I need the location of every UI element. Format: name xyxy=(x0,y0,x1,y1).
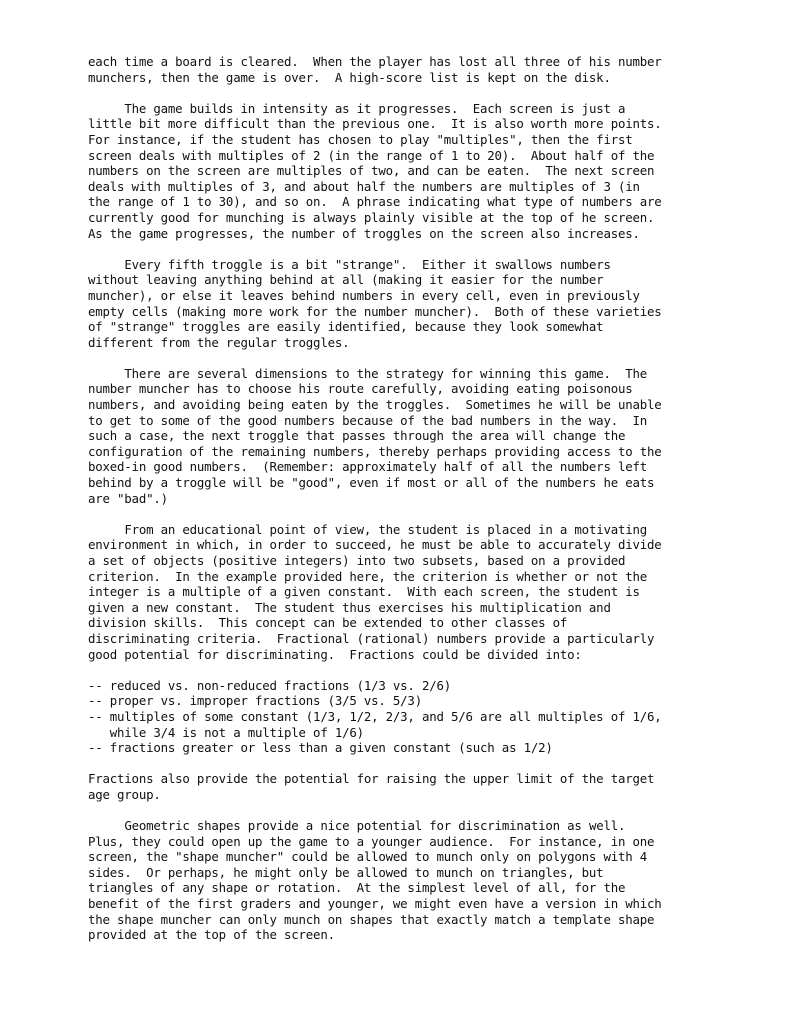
paragraph-strategy: There are several dimensions to the strategy for winning this game. The number muncher has to choose his route carefully, avoiding eating poisonous numbers, and avoiding being eaten by the troggles. Sometimes he will be unable to get to some of the good numbers because of the bad numbers in the way. In such a case, the next troggle that passes through the area will change the configuration of the remaining numbers, thereby perhaps providing access to the boxed-in good numbers. (Remember: approximately half of all the numbers left behind by a troggle will be "good", even if most or all of the numbers he eats are "bad".) xyxy=(88,365,662,506)
paragraph-geometric-shapes: Geometric shapes provide a nice potential for discrimination as well. Plus, they could open up the game to a younger audience. For instance, in one screen, the "shape muncher" could be allowed to munch only on polygons with 4 sides. Or perhaps, he might only be allowed to munch on triangles, but triangles of any shape or rotation. At the simplest level of all, for the benefit of the first graders and younger, we might even have a version in which the shape muncher can only munch on shapes that exactly match a template shape provided at the top of the screen. xyxy=(88,818,662,943)
paragraph-educational: From an educational point of view, the student is placed in a motivating environment in which, in order to succeed, he must be able to accurately divide a set of objects (positive integers) into two subsets, based on a provided criterion. In the example provided here, the criterion is whether or not the integer is a multiple of a given constant. With each screen, the student is given a new constant. The student thus exercises his multiplication and division skills. This concept can be extended to other classes of discriminating criteria. Fractional (rational) numbers provide a particularly good potential for discriminating. Fractions could be divided into: xyxy=(88,521,662,662)
document-page xyxy=(88,54,718,958)
paragraph-fractions-age: Fractions also provide the potential for raising the upper limit of the target age group. xyxy=(88,771,655,802)
fraction-criteria-list xyxy=(88,678,718,756)
list-item: -- multiples of some constant (1/3, 1/2, 2/3, and 5/6 are all multiples of 1/6, while 3/4 is not a multiple of 1/6) xyxy=(88,708,662,740)
paragraph-strange-troggle: Every fifth troggle is a bit "strange". Either it swallows numbers without leaving anything behind at all (making it easier for the number muncher), or else it leaves behind numbers in every cell, even in previously empty cells (making more work for the number muncher). Both of these varieties of "strange" troggles are easily identified, because they look somewhat different from the regular troggles. xyxy=(88,256,662,350)
paragraph-game-intensity: The game builds in intensity as it progresses. Each screen is just a little bit more difficult than the previous one. It is also worth more points. For instance, if the student has chosen to play "multiples", then the first screen deals with multiples of 2 (in the range of 1 to 20). About half of the numbers on the screen are multiples of two, and can be eaten. The next screen deals with multiples of 3, and about half the numbers are multiples of 3 (in the range of 1 to 30), and so on. A phrase indicating what type of numbers are currently good for munching is always plainly visible at the top of he screen. As the game progresses, the number of troggles on the screen also increases. xyxy=(88,100,662,241)
list-item: -- reduced vs. non-reduced fractions (1/3 vs. 2/6) xyxy=(88,677,451,693)
paragraph-board-cleared: each time a board is cleared. When the player has lost all three of his number munchers, then the game is over. A high-score list is kept on the disk. xyxy=(88,54,662,85)
list-item: -- proper vs. improper fractions (3/5 vs. 5/3) xyxy=(88,693,422,709)
list-item: -- fractions greater or less than a given constant (such as 1/2) xyxy=(88,740,553,756)
